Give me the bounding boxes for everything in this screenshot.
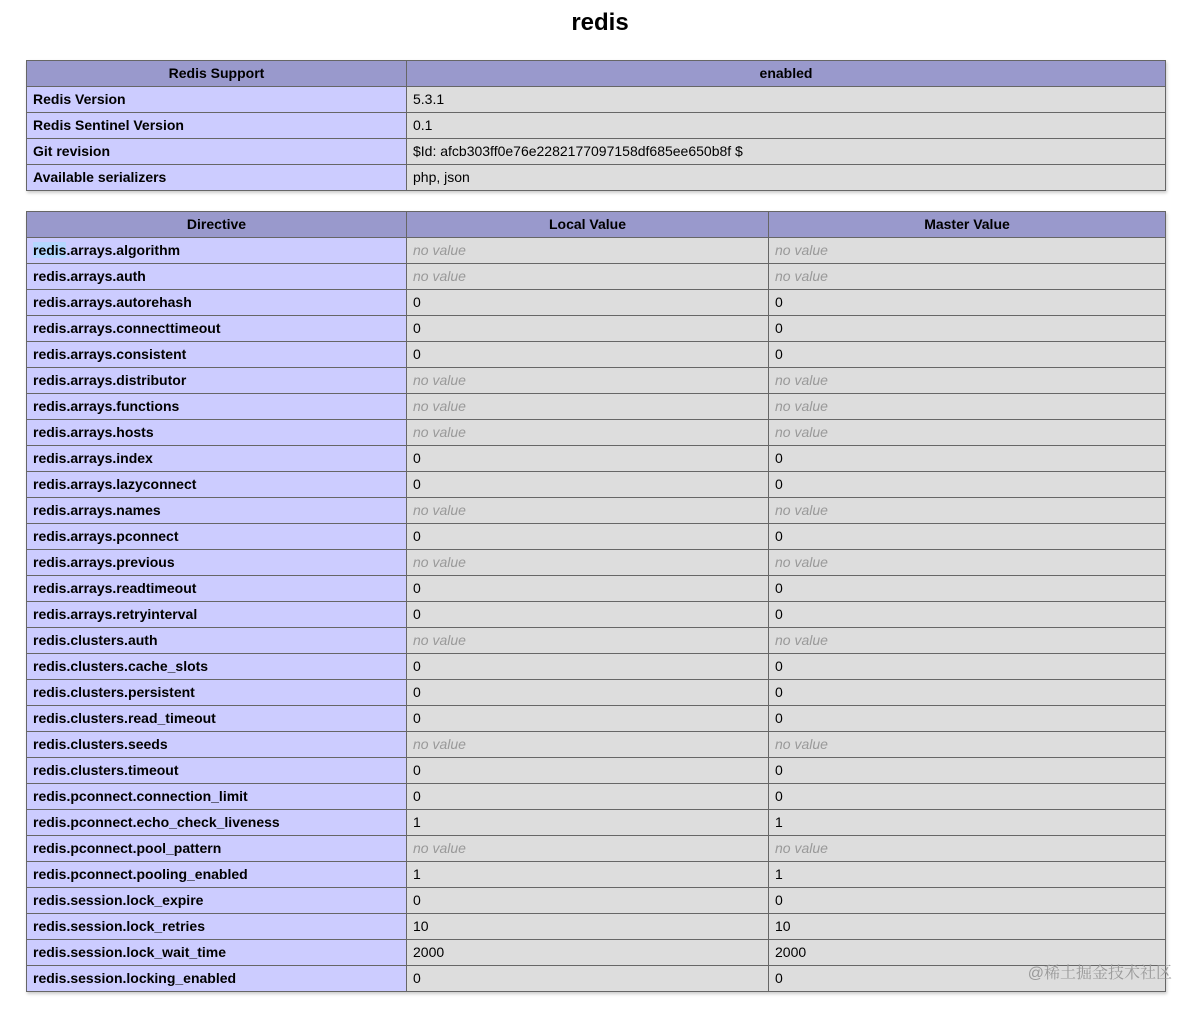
table-row xyxy=(27,420,1166,446)
master-value: no value xyxy=(769,394,1166,420)
directive-name: redis.arrays.hosts xyxy=(27,420,407,446)
master-value: no value xyxy=(769,628,1166,654)
table-row xyxy=(27,524,1166,550)
table-row xyxy=(27,342,1166,368)
master-value: no value xyxy=(769,836,1166,862)
local-value: no value xyxy=(407,238,769,264)
directive-name: redis.arrays.readtimeout xyxy=(27,576,407,602)
master-value: 2000 xyxy=(769,940,1166,966)
support-header-row xyxy=(27,61,1166,87)
local-value: 0 xyxy=(407,602,769,628)
table-row xyxy=(27,139,1166,165)
local-value: 0 xyxy=(407,706,769,732)
directive-header-name: Directive xyxy=(27,212,407,238)
table-row xyxy=(27,940,1166,966)
table-row xyxy=(27,472,1166,498)
master-value: 0 xyxy=(769,316,1166,342)
table-row xyxy=(27,394,1166,420)
directive-name: redis.arrays.pconnect xyxy=(27,524,407,550)
table-row xyxy=(27,602,1166,628)
table-row xyxy=(27,758,1166,784)
directive-header-row xyxy=(27,212,1166,238)
directive-name: redis.arrays.algorithm xyxy=(27,238,407,264)
local-value: 0 xyxy=(407,654,769,680)
local-value: no value xyxy=(407,628,769,654)
support-value: php, json xyxy=(407,165,1166,191)
table-row xyxy=(27,654,1166,680)
watermark: @稀土掘金技术社区 xyxy=(1027,965,1172,982)
directive-name: redis.arrays.lazyconnect xyxy=(27,472,407,498)
local-value: 10 xyxy=(407,914,769,940)
support-key: Redis Sentinel Version xyxy=(27,113,407,139)
directive-name: redis.arrays.distributor xyxy=(27,368,407,394)
directive-table xyxy=(26,211,1166,992)
master-value: no value xyxy=(769,264,1166,290)
directive-name: redis.clusters.auth xyxy=(27,628,407,654)
table-row xyxy=(27,87,1166,113)
local-value: 0 xyxy=(407,576,769,602)
directive-name: redis.arrays.auth xyxy=(27,264,407,290)
master-value: 1 xyxy=(769,810,1166,836)
local-value: 0 xyxy=(407,524,769,550)
table-row xyxy=(27,368,1166,394)
support-key: Redis Version xyxy=(27,87,407,113)
master-value: 1 xyxy=(769,862,1166,888)
local-value: no value xyxy=(407,264,769,290)
local-value: 0 xyxy=(407,966,769,992)
master-value: no value xyxy=(769,732,1166,758)
directive-name: redis.pconnect.connection_limit xyxy=(27,784,407,810)
table-row xyxy=(27,966,1166,992)
directive-name: redis.pconnect.echo_check_liveness xyxy=(27,810,407,836)
master-value: 0 xyxy=(769,706,1166,732)
directive-name: redis.pconnect.pooling_enabled xyxy=(27,862,407,888)
local-value: no value xyxy=(407,732,769,758)
directive-name: redis.session.lock_expire xyxy=(27,888,407,914)
support-value: 5.3.1 xyxy=(407,87,1166,113)
master-value: no value xyxy=(769,420,1166,446)
table-row xyxy=(27,576,1166,602)
directive-name: redis.session.lock_wait_time xyxy=(27,940,407,966)
table-row xyxy=(27,706,1166,732)
table-row xyxy=(27,238,1166,264)
table-row xyxy=(27,446,1166,472)
local-value: no value xyxy=(407,420,769,446)
table-row xyxy=(27,784,1166,810)
support-value: $Id: afcb303ff0e76e2282177097158df685ee650b8f $ xyxy=(407,139,1166,165)
local-value: 0 xyxy=(407,446,769,472)
master-value: no value xyxy=(769,498,1166,524)
local-value: 0 xyxy=(407,472,769,498)
directive-name: redis.session.lock_retries xyxy=(27,914,407,940)
local-value: no value xyxy=(407,394,769,420)
support-header-status: enabled xyxy=(407,61,1166,87)
table-row xyxy=(27,165,1166,191)
master-value: 0 xyxy=(769,784,1166,810)
directive-name: redis.arrays.names xyxy=(27,498,407,524)
local-value: 2000 xyxy=(407,940,769,966)
master-value: 0 xyxy=(769,654,1166,680)
directive-name: redis.arrays.index xyxy=(27,446,407,472)
directive-name: redis.arrays.consistent xyxy=(27,342,407,368)
local-value: 1 xyxy=(407,810,769,836)
master-value: 0 xyxy=(769,680,1166,706)
local-value: no value xyxy=(407,498,769,524)
local-value: 0 xyxy=(407,758,769,784)
master-value: no value xyxy=(769,550,1166,576)
master-value: 0 xyxy=(769,524,1166,550)
directive-name: redis.arrays.retryinterval xyxy=(27,602,407,628)
support-value: 0.1 xyxy=(407,113,1166,139)
table-row xyxy=(27,862,1166,888)
support-header-feature: Redis Support xyxy=(27,61,407,87)
local-value: no value xyxy=(407,836,769,862)
directive-name: redis.arrays.autorehash xyxy=(27,290,407,316)
directive-name: redis.clusters.read_timeout xyxy=(27,706,407,732)
master-value: no value xyxy=(769,368,1166,394)
master-value: 0 xyxy=(769,966,1166,992)
local-value: 0 xyxy=(407,784,769,810)
table-row xyxy=(27,628,1166,654)
directive-name: redis.arrays.connecttimeout xyxy=(27,316,407,342)
table-row xyxy=(27,264,1166,290)
directive-name: redis.clusters.timeout xyxy=(27,758,407,784)
local-value: 0 xyxy=(407,316,769,342)
master-value: 0 xyxy=(769,290,1166,316)
table-row xyxy=(27,836,1166,862)
master-value: no value xyxy=(769,238,1166,264)
table-row xyxy=(27,680,1166,706)
page-title: redis xyxy=(571,9,629,36)
local-value: no value xyxy=(407,368,769,394)
directive-name: redis.arrays.functions xyxy=(27,394,407,420)
table-row xyxy=(27,732,1166,758)
local-value: 0 xyxy=(407,888,769,914)
table-row xyxy=(27,113,1166,139)
table-row xyxy=(27,498,1166,524)
master-value: 0 xyxy=(769,602,1166,628)
master-value: 0 xyxy=(769,888,1166,914)
support-key: Available serializers xyxy=(27,165,407,191)
master-value: 10 xyxy=(769,914,1166,940)
master-value: 0 xyxy=(769,576,1166,602)
local-value: 0 xyxy=(407,290,769,316)
support-key: Git revision xyxy=(27,139,407,165)
directive-name: redis.pconnect.pool_pattern xyxy=(27,836,407,862)
table-row xyxy=(27,316,1166,342)
table-row xyxy=(27,888,1166,914)
directive-name: redis.clusters.persistent xyxy=(27,680,407,706)
directive-header-local: Local Value xyxy=(407,212,769,238)
local-value: 0 xyxy=(407,680,769,706)
table-row xyxy=(27,914,1166,940)
master-value: 0 xyxy=(769,342,1166,368)
local-value: no value xyxy=(407,550,769,576)
local-value: 1 xyxy=(407,862,769,888)
directive-name: redis.session.locking_enabled xyxy=(27,966,407,992)
table-row xyxy=(27,290,1166,316)
local-value: 0 xyxy=(407,342,769,368)
redis-support-table xyxy=(26,60,1166,191)
master-value: 0 xyxy=(769,758,1166,784)
master-value: 0 xyxy=(769,446,1166,472)
directive-header-master: Master Value xyxy=(769,212,1166,238)
directive-name: redis.arrays.previous xyxy=(27,550,407,576)
directive-name: redis.clusters.cache_slots xyxy=(27,654,407,680)
master-value: 0 xyxy=(769,472,1166,498)
directive-name: redis.clusters.seeds xyxy=(27,732,407,758)
table-row xyxy=(27,810,1166,836)
table-row xyxy=(27,550,1166,576)
search-highlight: redis xyxy=(33,242,67,258)
